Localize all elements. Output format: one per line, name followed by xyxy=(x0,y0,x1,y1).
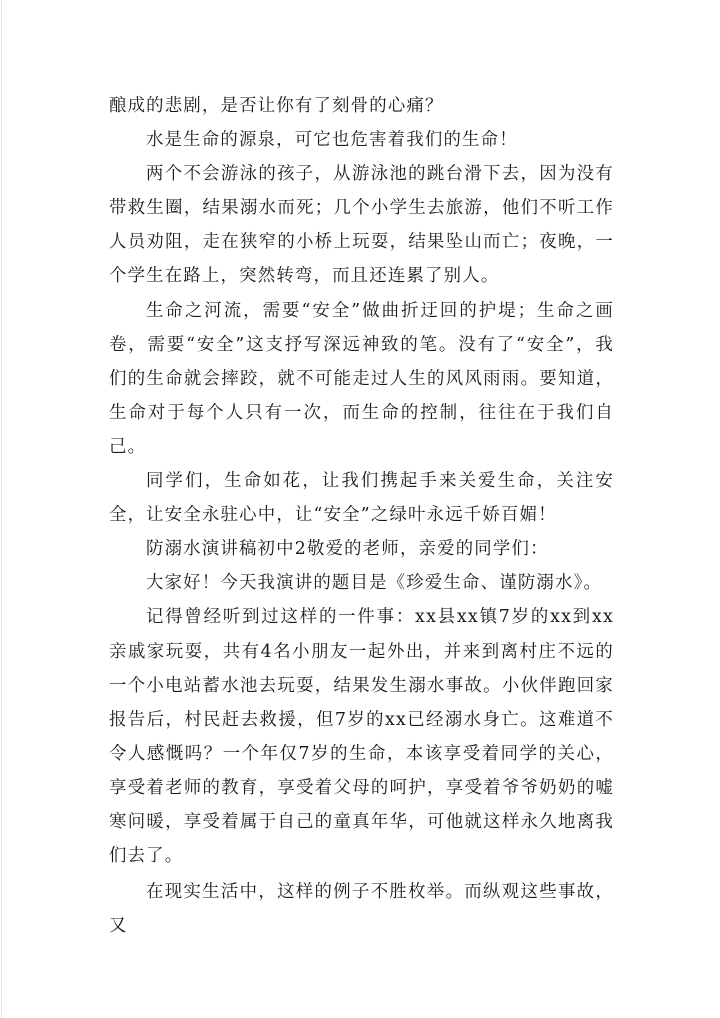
paragraph-real-life: 在现实生活中，这样的例子不胜枚举。而纵观这些事故，又 xyxy=(109,882,614,937)
paragraph-accident-examples: 两个不会游泳的孩子，从游泳池的跳台滑下去，因为没有带救生圈，结果溺水而死；几个小学生去旅游，他们不听工作人员劝阻，走在狭窄的小桥上玩耍，结果坠山而亡；夜晚，一个学生在路上，突然转弯，而且还连累了别人。 xyxy=(109,164,614,287)
paragraph-speech-2-heading: 防溺水演讲稿初中2敬爱的老师，亲爱的同学们： xyxy=(146,539,549,560)
paragraph-continuation: 酿成的悲剧，是否让你有了刻骨的心痛？ xyxy=(109,96,444,116)
paragraph-life-river: 生命之河流，需要“安全”做曲折迂回的护堤；生命之画卷，需要“安全”这支抒写深远神致的笔。没有了“安全”，我们的生命就会摔跤，就不可能走过人生的风风雨雨。要知道，生命对于每个人只有一次，而生命的控制，往往在于我们自己。 xyxy=(109,300,614,457)
paragraph-greeting: 大家好！今天我演讲的题目是《珍爱生命、谨防溺水》。 xyxy=(146,573,603,594)
paragraph-incident-story: 记得曾经听到过这样的一件事：xx县xx镇7岁的xx到xx亲戚家玩耍，共有4名小朋友一起外出，并来到离村庄不远的一个小电站蓄水池去玩耍，结果发生溺水事故。小伙伴跑回家报告后，村民赶去救援，但7岁的xx已经溺水身亡。这难道不令人感慨吗？一个年仅7岁的生命，本该享受着同学的关心，享受着老师的教育，享受着父母的呵护，享受着爷爷奶奶的嘘寒问暖，享受着属于自己的童真年华，可他就这样永久地离我们去了。 xyxy=(109,607,614,867)
document-body xyxy=(109,89,614,943)
paragraph-water-source: 水是生命的源泉，可它也危害着我们的生命！ xyxy=(146,130,518,151)
paragraph-classmates-call: 同学们，生命如花，让我们携起手来关爱生命，关注安全，让安全永驻心中，让“安全”之绿叶永远千娇百媚！ xyxy=(109,471,614,526)
page-edge xyxy=(1,0,2,1018)
